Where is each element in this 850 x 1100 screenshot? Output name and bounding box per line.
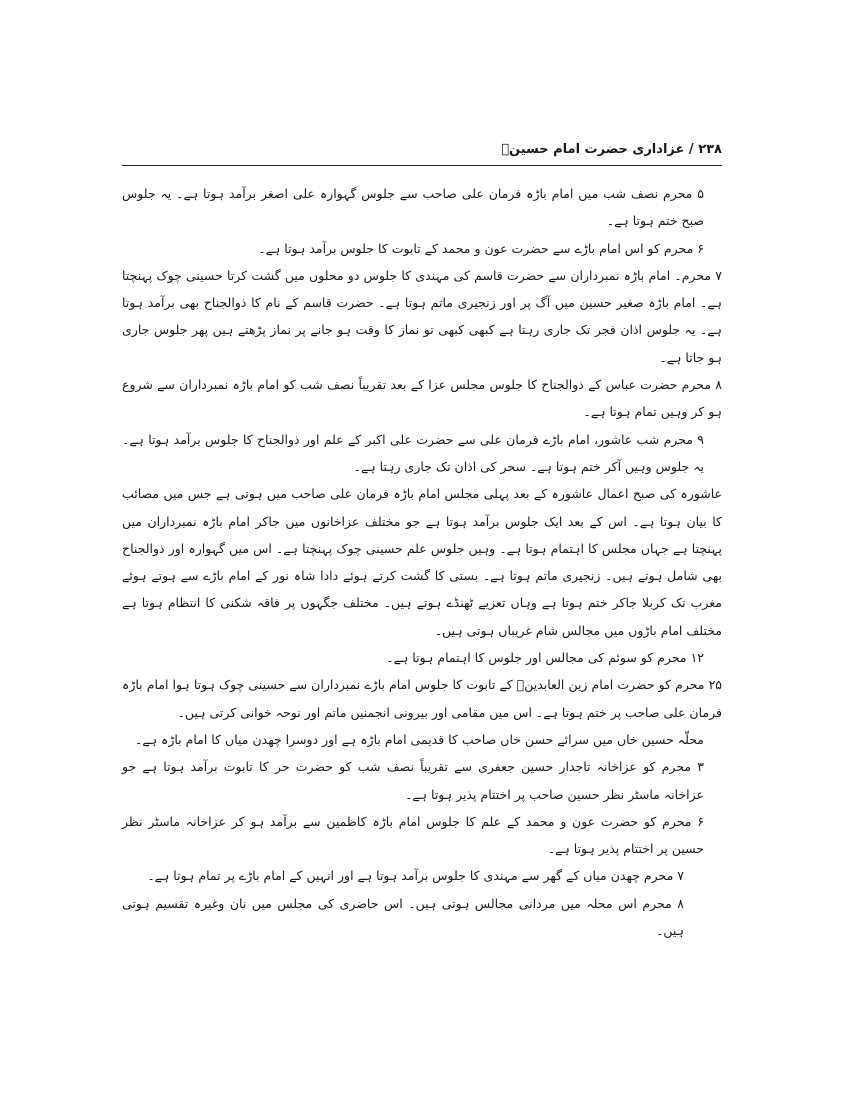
paragraph-muharram-5: ۵ محرم نصف شب میں امام باڑہ فرمان علی صاحب سے جلوس گہوارہ علی اصغر برآمد ہوتا ہے۔ یہ جلوس صبح ختم ہوتا ہے۔	[122, 186, 704, 229]
running-title: عزاداری حضرت امام حسینؑ	[501, 142, 685, 157]
paragraph-muharram-8: ۸ محرم حضرت عباس کے ذوالجناح کا جلوس مجلس عزا کے بعد تقریباً نصف شب کو امام باڑہ نمبرداران سے شروع ہو کر وہیں تمام ہوتا ہے۔	[122, 377, 722, 420]
paragraph-muharram-3: ۳ محرم کو عزاخانہ تاجدار حسین جعفری سے تقریباً نصف شب کو حضرت حر کا تابوت برآمد ہوتا ہے جو عزاخانہ ماسٹر نظر حسین صاحب پر اختتام پذیر ہوتا ہے۔	[122, 759, 704, 802]
body-text	[122, 180, 722, 944]
paragraph-muharram-7: ۷ محرم۔ امام باڑہ نمبرداران سے حضرت قاسم کی مہندی کا جلوس دو محلوں میں گشت کرتا حسینی چوک پہنچتا ہے۔ امام باڑہ صغیر حسین میں آگ پر اور زنجیری ماتم ہوتا ہے۔ حضرت قاسم کے نام کا ذوالجناح بھی برآمد ہوتا ہے۔ یہ جلوس اذان فجر تک جاری رہتا ہے کبھی کبھی تو نماز کا وقت ہو جانے پر نماز پڑھتے ہیں پھر جلوس جاری ہو جاتا ہے۔	[122, 267, 722, 365]
page-header	[122, 140, 722, 166]
header-rule	[122, 165, 722, 166]
running-header	[501, 142, 722, 157]
header-separator: /	[688, 142, 694, 157]
paragraph-muharram-6-kazmain: ۶ محرم کو حضرت عون و محمد کے علم کا جلوس امام باڑہ کاظمین سے برآمد ہو کر عزاخانہ ماسٹر نظر حسین پر اختتام پذیر ہوتا ہے۔	[122, 813, 704, 857]
paragraph-muharram-12: ۱۲ محرم کو سوئم کی مجالس اور جلوس کا اہتمام ہوتا ہے۔	[386, 650, 704, 666]
paragraph-muharram-6: ۶ محرم کو اس امام باڑے سے حضرت عون و محمد کے تابوت کا جلوس برآمد ہوتا ہے۔	[258, 240, 704, 256]
paragraph-muharram-25: ۲۵ محرم کو حضرت امام زین العابدینؑ کے تابوت کا جلوس امام باڑے نمبرداران سے حسینی چوک ہوتا ہوا امام باڑہ فرمان علی صاحب پر ختم ہوتا ہے۔ اس میں مقامی اور بیرونی انجمنیں ماتم اور نوحہ خوانی کرتی ہیں۔	[122, 677, 722, 720]
paragraph-ashura: عاشورہ کی صبح اعمال عاشورہ کے بعد پہلی مجلس امام باڑہ فرمان علی صاحب میں ہوتی ہے جس میں مصائب کا بیان ہوتا ہے۔ اس کے بعد ایک جلوس برآمد ہوتا ہے جو مختلف عزاخانوں میں جاکر امام باڑہ نمبرداران میں پہنچتا ہے جہاں مجلس کا اہتمام ہوتا ہے۔ وہیں جلوس علم حسینی چوک پہنچتا ہے۔ اس میں گہوارہ اور ذوالجناح بھی شامل ہوتے ہیں۔ زنجیری ماتم ہوتا ہے۔ بستی کا گشت کرتے ہوئے دادا شاہ نور کے امام باڑے سے ہوتے ہوئے مغرب تک کربلا جاکر ختم ہوتا ہے وہاں تعزیے ٹھنڈے ہوتے ہیں۔ مختلف جگہوں پر فاقہ شکنی کا انتظام ہوتا ہے مختلف امام باڑوں میں مجالس شام غریباں ہوتی ہیں۔	[122, 486, 722, 638]
page-number: ۲۳۸	[698, 142, 722, 157]
paragraph-muharram-7-chhadan: ۷ محرم چھدن میاں کے گھر سے مہندی کا جلوس برآمد ہوتا ہے اور انہیں کے امام باڑے پر تمام ہوتا ہے۔	[147, 868, 684, 884]
paragraph-mohalla-husain-khan: محلّہ حسین خاں میں سرائے حسن خاں صاحب کا قدیمی امام باڑہ ہے اور دوسرا چھدن میاں کا امام باڑہ ہے۔	[135, 731, 704, 747]
paragraph-muharram-9: ۹ محرم شب عاشور، امام باڑے فرمان علی سے حضرت علی اکبر کے علم اور ذوالجناح کا جلوس برآمد ہوتا ہے۔ یہ جلوس وہیں آکر ختم ہوتا ہے۔ سحر کی اذان تک جاری رہتا ہے۔	[122, 431, 704, 474]
paragraph-muharram-8-majalis: ۸ محرم اس محلہ میں مردانی مجالس ہوتی ہیں۔ اس حاضری کی مجلس میں نان وغیرہ تقسیم ہوتی ہیں۔	[122, 895, 684, 939]
